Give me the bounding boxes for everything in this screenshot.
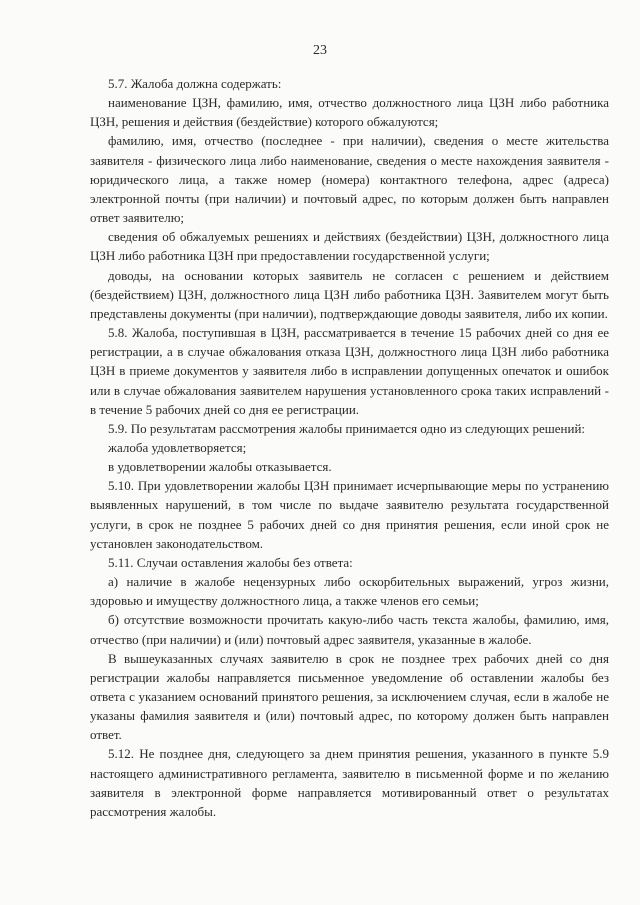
paragraph-decision-refused: в удовлетворении жалобы отказывается. [108,459,332,475]
paragraph-5-8: 5.8. Жалоба, поступившая в ЦЗН, рассматривается в течение 15 рабочих дней со дня ее регистрации, а в случае обжалования отказа ЦЗН, должностного лица ЦЗН либо работника ЦЗН в приеме документов у заявителя либо в исправлении допущенных опечаток и ошибок или в случае обжалования заявителем нарушения установленного срока таких исправлений - в течение 5 рабочих дней со дня ее регистрации. [90,325,609,417]
paragraph-5-9: 5.9. По результатам рассмотрения жалобы принимается одно из следующих решений: [108,420,586,436]
paragraph-5-7-heading: 5.7. Жалоба должна содержать: [108,76,282,91]
paragraph-item-name: наименование ЦЗН, фамилию, имя, отчество должностного лица ЦЗН либо работника ЦЗН, решения и действия (бездействие) которого обжалуются; [90,95,609,130]
paragraph-5-11-a: а) наличие в жалобе нецензурных либо оскорбительных выражений, угроз жизни, здоровью и имуществу должностного лица, а также членов его семьи; [90,574,609,609]
paragraph-notification: В вышеуказанных случаях заявителю в срок не позднее трех рабочих дней со дня регистрации жалобы направляется письменное уведомление об оставлении жалобы без ответа с указанием оснований принятого решения, за исключением случая, если в жалобе не указаны фамилия заявителя и (или) почтовый адрес, по которому должен быть направлен ответ. [90,650,609,743]
paragraph-item-decisions: сведения об обжалуемых решениях и действиях (бездействии) ЦЗН, должностного лица ЦЗН либо работника ЦЗН при предоставлении государственной услуги; [90,229,609,264]
paragraph-item-arguments: доводы, на основании которых заявитель не согласен с решением и действием (бездействием) ЦЗН, должностного лица ЦЗН либо работника ЦЗН. Заявителем могут быть представлены документы (при наличии), подтверждающие доводы заявителя, либо их копии. [90,267,609,321]
paragraph-5-10: 5.10. При удовлетворении жалобы ЦЗН принимает исчерпывающие меры по устранению выявленных нарушений, в том числе по выдаче заявителю результата государственной услуги, в срок не позднее 5 рабочих дней со дня принятия решения, если иной срок не установлен законодательством. [90,478,609,551]
paragraph-5-12: 5.12. Не позднее дня, следующего за днем принятия решения, указанного в пункте 5.9 настоящего административного регламента, заявителю в письменной форме и по желанию заявителя в электронной форме направляется мотивированный ответ о результатах рассмотрения жалобы. [90,746,609,819]
paragraph-item-applicant: фамилию, имя, отчество (последнее - при наличии), сведения о месте жительства заявителя - физического лица либо наименование, сведения о месте нахождения заявителя - юридического лица, а также номер (номера) контактного телефона, адрес (адреса) электронной почты (при наличии) и почтовый адрес, по которым должен быть направлен ответ заявителю; [90,133,609,226]
paragraph-5-11-b: б) отсутствие возможности прочитать какую-либо часть текста жалобы, фамилию, имя, отчество (при наличии) и (или) почтовый адрес заявителя, указанные в жалобе. [90,612,609,647]
paragraph-5-11-heading: 5.11. Случаи оставления жалобы без ответа: [108,554,353,570]
paragraph-decision-satisfied: жалоба удовлетворяется; [108,439,247,455]
page-number: 23 [313,43,327,58]
document-body [90,74,609,821]
